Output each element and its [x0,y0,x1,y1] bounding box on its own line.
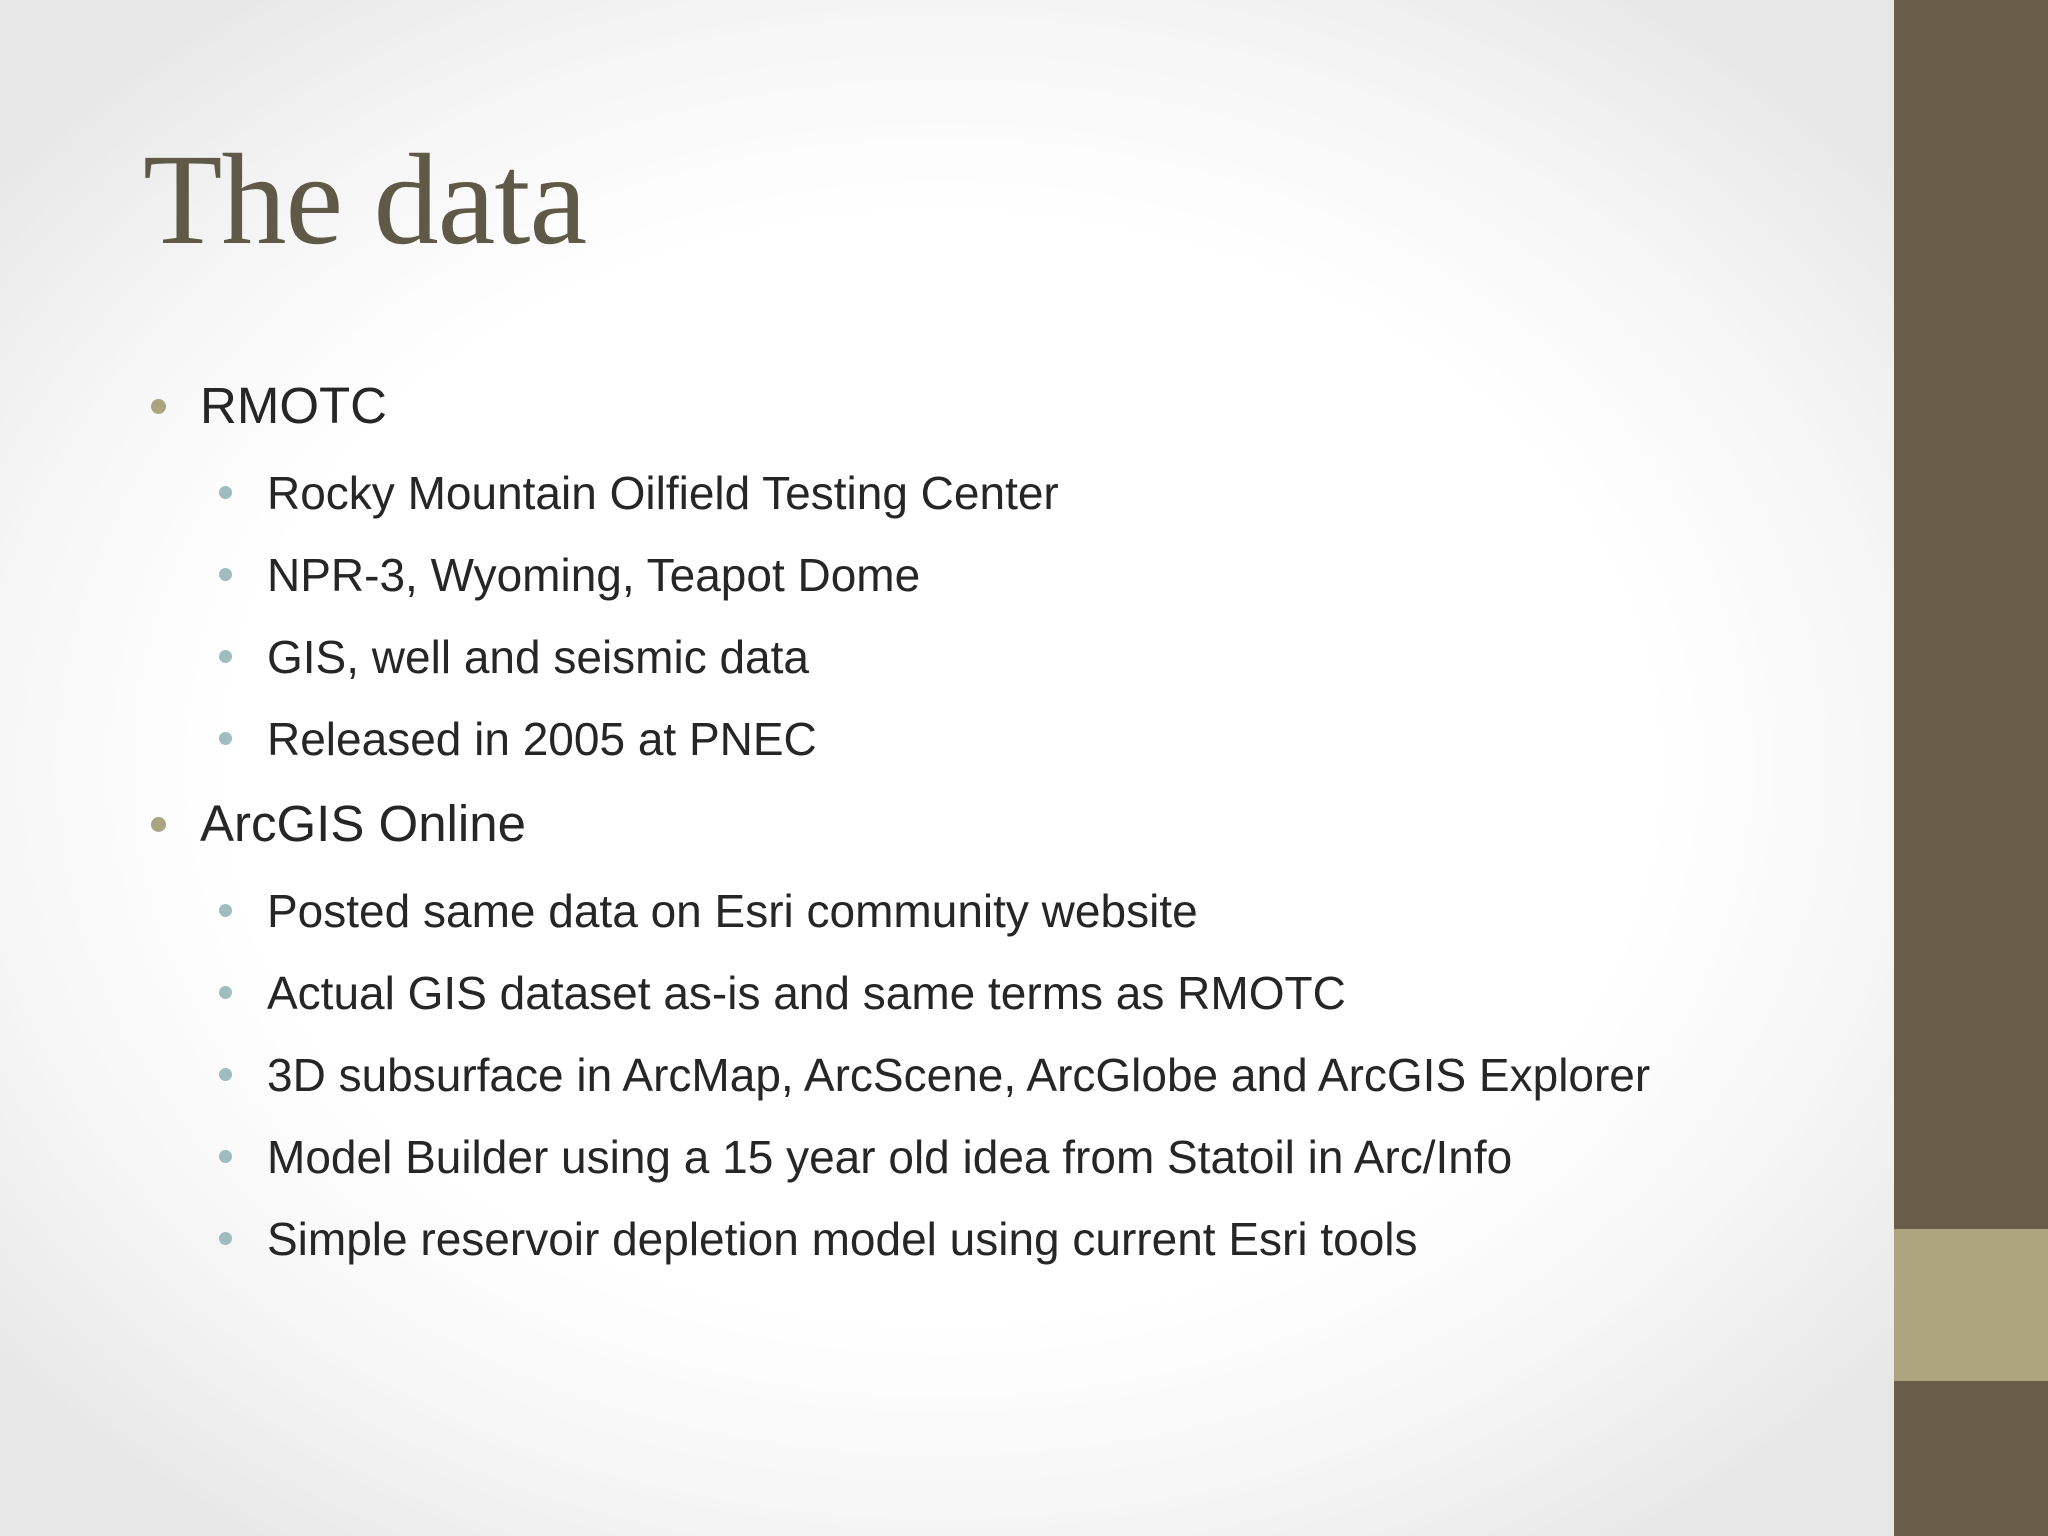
sub-bullet-item: 3D subsurface in ArcMap, ArcScene, ArcGlobe and ArcGIS Explorer [267,1049,1651,1101]
sub-bullet-item: NPR-3, Wyoming, Teapot Dome [267,549,921,601]
bullet-dot-icon [219,1068,232,1081]
bullet-dot-icon [219,1150,232,1163]
bullet-dot-icon [219,568,232,581]
slide-title: The data [143,128,587,272]
sub-bullet-item: Rocky Mountain Oilfield Testing Center [267,467,1059,519]
sub-bullet-item: Model Builder using a 15 year old idea from Statoil in Arc/Info [267,1131,1513,1183]
bullet-dot-icon [151,399,166,414]
bullet-item-rmotc: RMOTC [200,377,387,434]
bullet-dot-icon [219,486,232,499]
bullet-dot-icon [219,1232,232,1245]
sub-bullet-item: Released in 2005 at PNEC [267,713,817,765]
sub-bullet-item: Actual GIS dataset as-is and same terms as RMOTC [267,967,1346,1019]
bullet-item-arcgis-online: ArcGIS Online [200,795,526,852]
sub-bullet-item: Simple reservoir depletion model using current Esri tools [267,1213,1418,1265]
bullet-dot-icon [219,732,232,745]
bullet-dot-icon [219,650,232,663]
sub-bullet-item: Posted same data on Esri community website [267,885,1198,937]
bullet-dot-icon [219,904,232,917]
bullet-dot-icon [151,817,166,832]
decorative-sidebar-accent [1894,1229,2048,1381]
sub-bullet-item: GIS, well and seismic data [267,631,810,683]
bullet-dot-icon [219,986,232,999]
